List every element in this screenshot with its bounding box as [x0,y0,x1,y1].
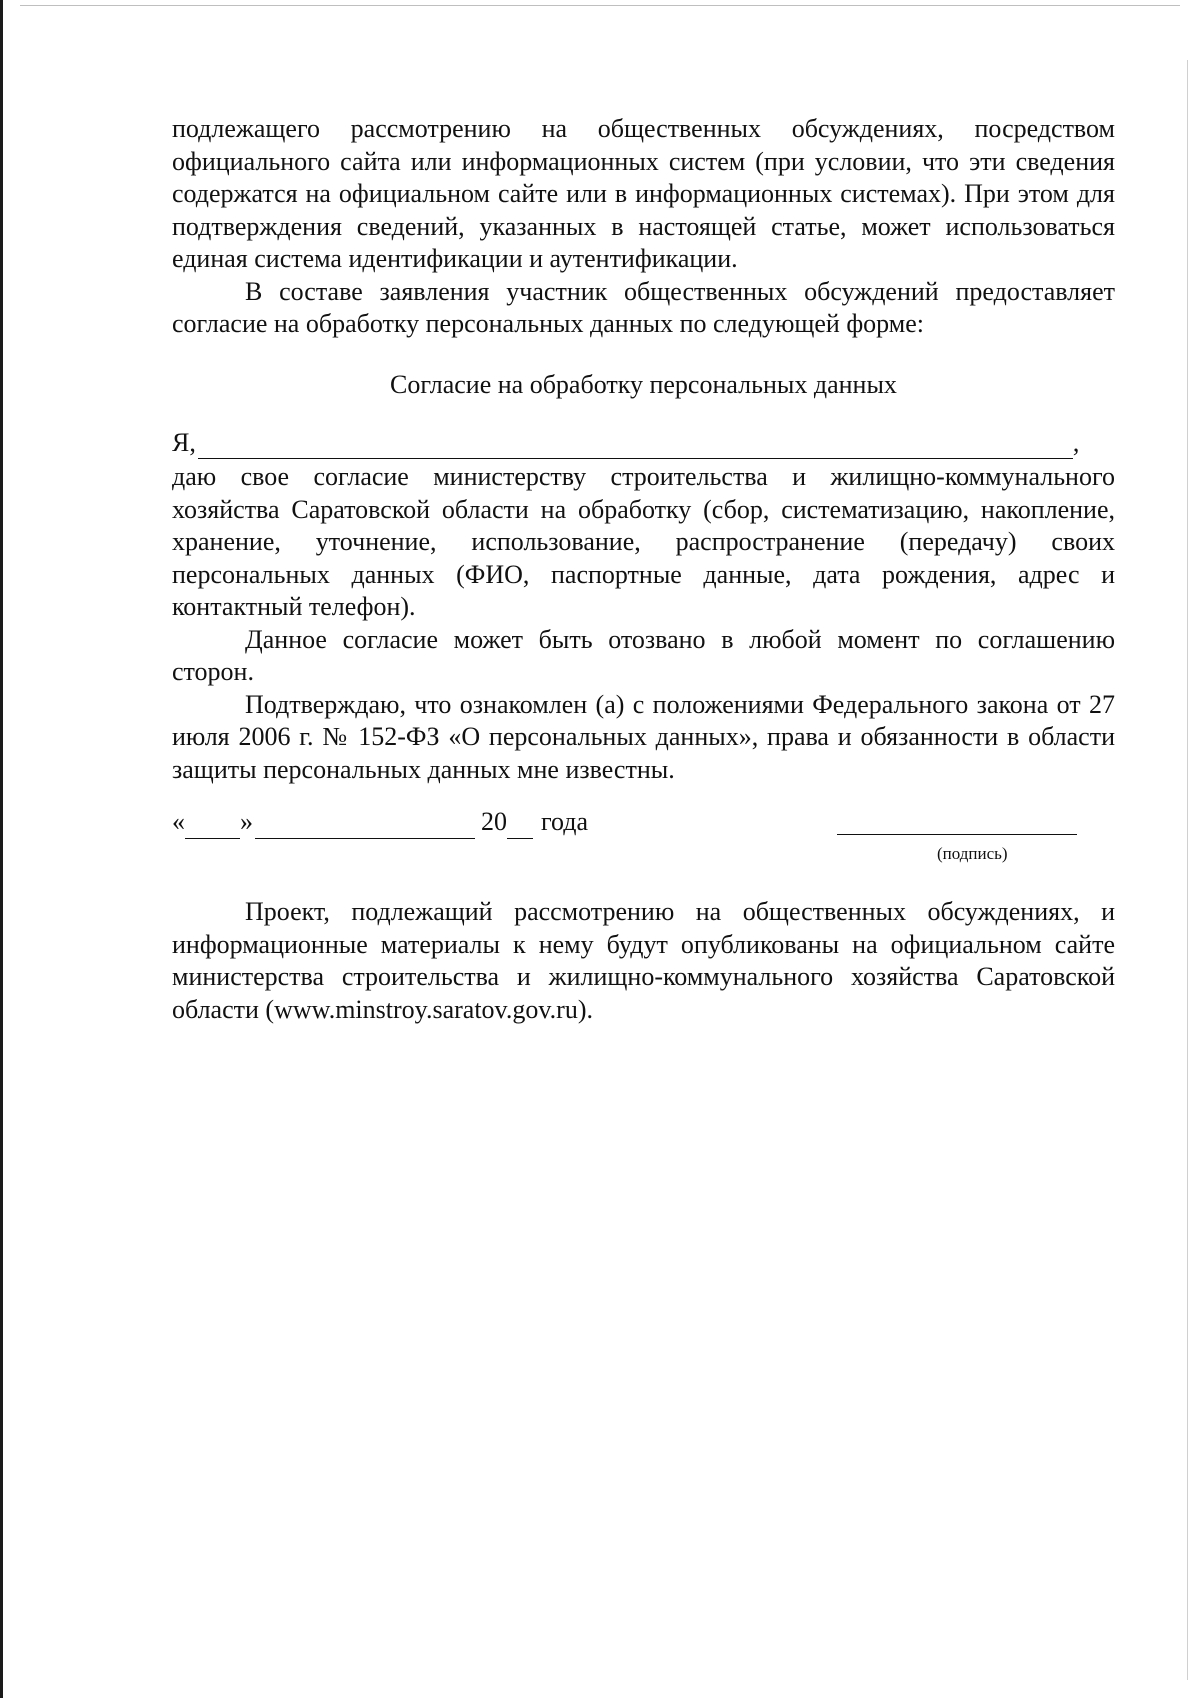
paragraph-revocation: Данное согласие может быть отозвано в любой момент по соглашению сторон. [172,624,1115,686]
scan-edge-left [0,0,3,1698]
date-year-prefix: 20 [481,807,507,836]
paragraph-publication: Проект, подлежащий рассмотрению на общественных обсуждениях, и информационные материалы к нему будут опубликованы на официальном сайте министерства строительства и жилищно-коммунального хозяйства Саратовской области (www.minstroy.saratov.gov.ru). [172,897,1115,1024]
date-year-suffix: года [541,807,589,836]
consent-title: Согласие на обработку персональных данных [390,369,897,399]
date-day-blank [185,812,240,839]
document-body [172,113,1115,1026]
scan-edge-right [1187,60,1188,1680]
signature-line [837,834,1077,835]
paragraph-confirmation: Подтверждаю, что ознакомлен (а) с положениями Федерального закона от 27 июля 2006 г. № 152-ФЗ «О персональных данных», права и обязанности в области защиты персональных данных мне известны. [172,689,1115,784]
fio-prefix: Я, [172,427,196,457]
date-year-blank [507,812,533,839]
fio-blank-field [198,434,1073,459]
paragraph-consent-intro: В составе заявления участник общественных обсуждений предоставляет согласие на обработку персональных данных по следующей форме: [172,276,1115,338]
paragraph-consent-body: даю свое согласие министерству строительства и жилищно-коммунального хозяйства Саратовской области на обработку (сбор, систематизацию, накопление, хранение, уточнение, использование, распространение (передачу) своих персональных данных (ФИО, паспортные данные, дата рождения, адрес и контактный телефон). [172,462,1115,621]
scan-edge-top [20,5,1180,6]
signature-caption: (подпись) [937,844,1008,863]
date-field [172,806,588,839]
fio-suffix: , [1072,427,1080,457]
paragraph-continuation: подлежащего рассмотрению на общественных обсуждениях, посредством официального сайта или информационных систем (при условии, что эти сведения содержатся на официальном сайте или в информационных системах). При этом для подтверждения сведений, указанных в настоящей статье, может использоваться единая система идентификации и аутентификации. [172,114,1115,273]
date-open-quote: « [172,807,185,836]
date-signature-row [172,806,1115,876]
date-close-quote: » [240,807,253,836]
date-month-blank [255,812,475,839]
fio-line [172,425,1115,459]
